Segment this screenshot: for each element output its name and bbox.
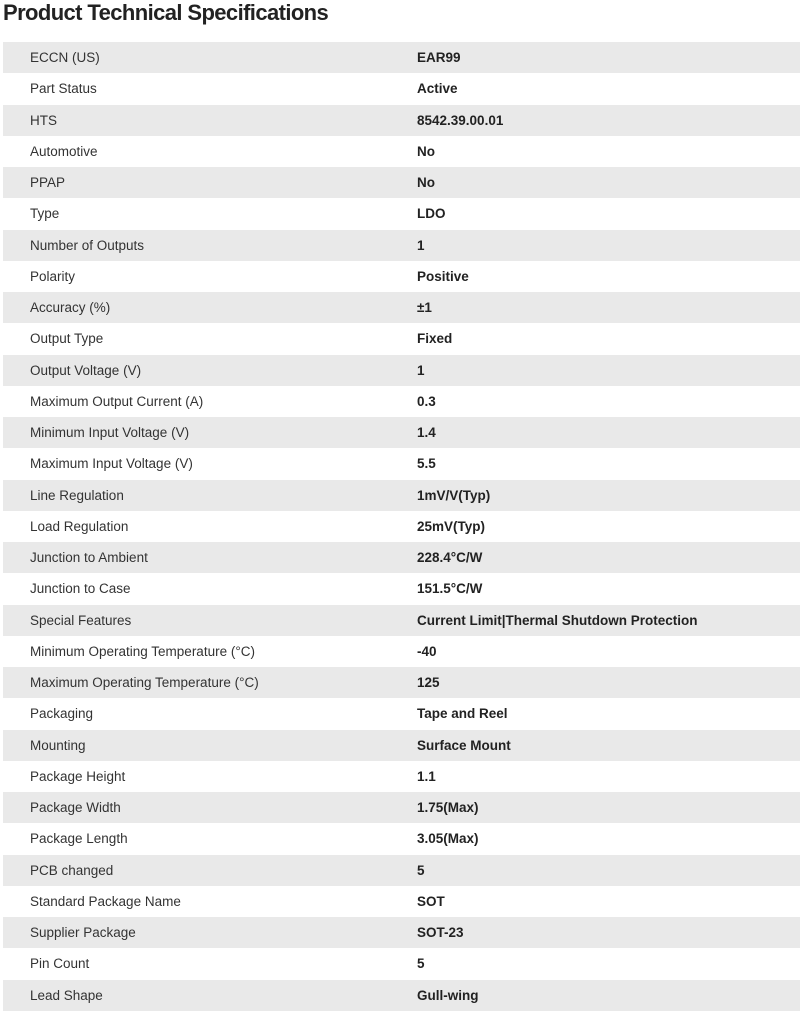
spec-label: PCB changed (30, 862, 114, 878)
table-row (3, 886, 800, 917)
table-row (3, 480, 800, 511)
table-row (3, 730, 800, 761)
table-row (3, 261, 800, 292)
spec-value: 8542.39.00.01 (417, 112, 504, 128)
table-row (3, 792, 800, 823)
spec-label: Part Status (30, 81, 97, 97)
spec-label: Package Width (30, 800, 121, 816)
spec-label: Junction to Case (30, 581, 131, 597)
table-row (3, 917, 800, 948)
spec-value: Surface Mount (417, 737, 511, 753)
spec-label: Automotive (30, 143, 98, 159)
spec-label: Output Voltage (V) (30, 362, 142, 378)
spec-value: SOT (417, 893, 445, 909)
spec-value: EAR99 (417, 50, 461, 66)
spec-value: 1 (417, 362, 425, 378)
spec-value: No (417, 175, 435, 191)
spec-value: 151.5°C/W (417, 581, 483, 597)
spec-label: Junction to Ambient (30, 550, 148, 566)
spec-value: 125 (417, 675, 440, 691)
spec-value: -40 (417, 643, 437, 659)
table-row (3, 823, 800, 854)
table-row (3, 42, 800, 73)
spec-value: 1.4 (417, 425, 436, 441)
table-row (3, 511, 800, 542)
table-row (3, 980, 800, 1011)
spec-label: Packaging (30, 706, 94, 722)
spec-value: 1 (417, 237, 425, 253)
spec-label: Standard Package Name (30, 893, 181, 909)
spec-label: HTS (30, 112, 57, 128)
spec-label: Supplier Package (30, 925, 136, 941)
spec-value: ±1 (417, 300, 432, 316)
table-row (3, 198, 800, 229)
table-row (3, 136, 800, 167)
table-row (3, 542, 800, 573)
spec-label: Package Length (30, 831, 128, 847)
spec-value: Gull-wing (417, 987, 479, 1003)
table-row (3, 167, 800, 198)
table-row (3, 386, 800, 417)
table-row (3, 230, 800, 261)
table-row (3, 105, 800, 136)
table-row (3, 448, 800, 479)
spec-label: Maximum Output Current (A) (30, 393, 204, 409)
spec-label: Number of Outputs (30, 237, 145, 253)
spec-value: Current Limit|Thermal Shutdown Protection (417, 612, 698, 628)
spec-value: 0.3 (417, 393, 436, 409)
spec-value: 3.05(Max) (417, 831, 479, 847)
spec-label: Mounting (30, 737, 86, 753)
spec-label: Maximum Operating Temperature (°C) (30, 675, 259, 691)
spec-value: No (417, 143, 435, 159)
table-row (3, 667, 800, 698)
spec-value: 1mV/V(Typ) (417, 487, 491, 503)
spec-value: 5.5 (417, 456, 436, 472)
spec-label: Lead Shape (30, 987, 103, 1003)
spec-value: 228.4°C/W (417, 550, 483, 566)
spec-value: 1.1 (417, 768, 436, 784)
spec-value: LDO (417, 206, 446, 222)
spec-label: Pin Count (30, 956, 90, 972)
spec-table-body (3, 42, 800, 1011)
spec-value: 5 (417, 862, 425, 878)
spec-label: Minimum Operating Temperature (°C) (30, 643, 255, 659)
spec-label: Special Features (30, 612, 132, 628)
spec-label: Minimum Input Voltage (V) (30, 425, 190, 441)
table-row (3, 73, 800, 104)
page-title: Product Technical Specifications (3, 0, 329, 25)
table-row (3, 761, 800, 792)
spec-label: Output Type (30, 331, 104, 347)
spec-label: PPAP (30, 175, 66, 191)
table-row (3, 605, 800, 636)
table-row (3, 323, 800, 354)
spec-value: 5 (417, 956, 425, 972)
table-row (3, 855, 800, 886)
spec-table (3, 42, 800, 1011)
table-row (3, 573, 800, 604)
spec-label: Package Height (30, 768, 126, 784)
spec-value: 1.75(Max) (417, 800, 479, 816)
table-row (3, 292, 800, 323)
spec-value: 25mV(Typ) (417, 518, 486, 534)
spec-label: Type (30, 206, 60, 222)
table-row (3, 417, 800, 448)
spec-value: Tape and Reel (417, 706, 508, 722)
table-row (3, 355, 800, 386)
spec-label: Load Regulation (30, 518, 129, 534)
spec-label: Maximum Input Voltage (V) (30, 456, 193, 472)
spec-label: Polarity (30, 268, 76, 284)
table-row (3, 948, 800, 979)
table-row (3, 698, 800, 729)
table-row (3, 636, 800, 667)
spec-value: SOT-23 (417, 925, 464, 941)
spec-value: Active (417, 81, 458, 97)
spec-value: Fixed (417, 331, 453, 347)
spec-label: Line Regulation (30, 487, 124, 503)
spec-label: ECCN (US) (30, 50, 100, 66)
spec-value: Positive (417, 268, 469, 284)
spec-label: Accuracy (%) (30, 300, 111, 316)
